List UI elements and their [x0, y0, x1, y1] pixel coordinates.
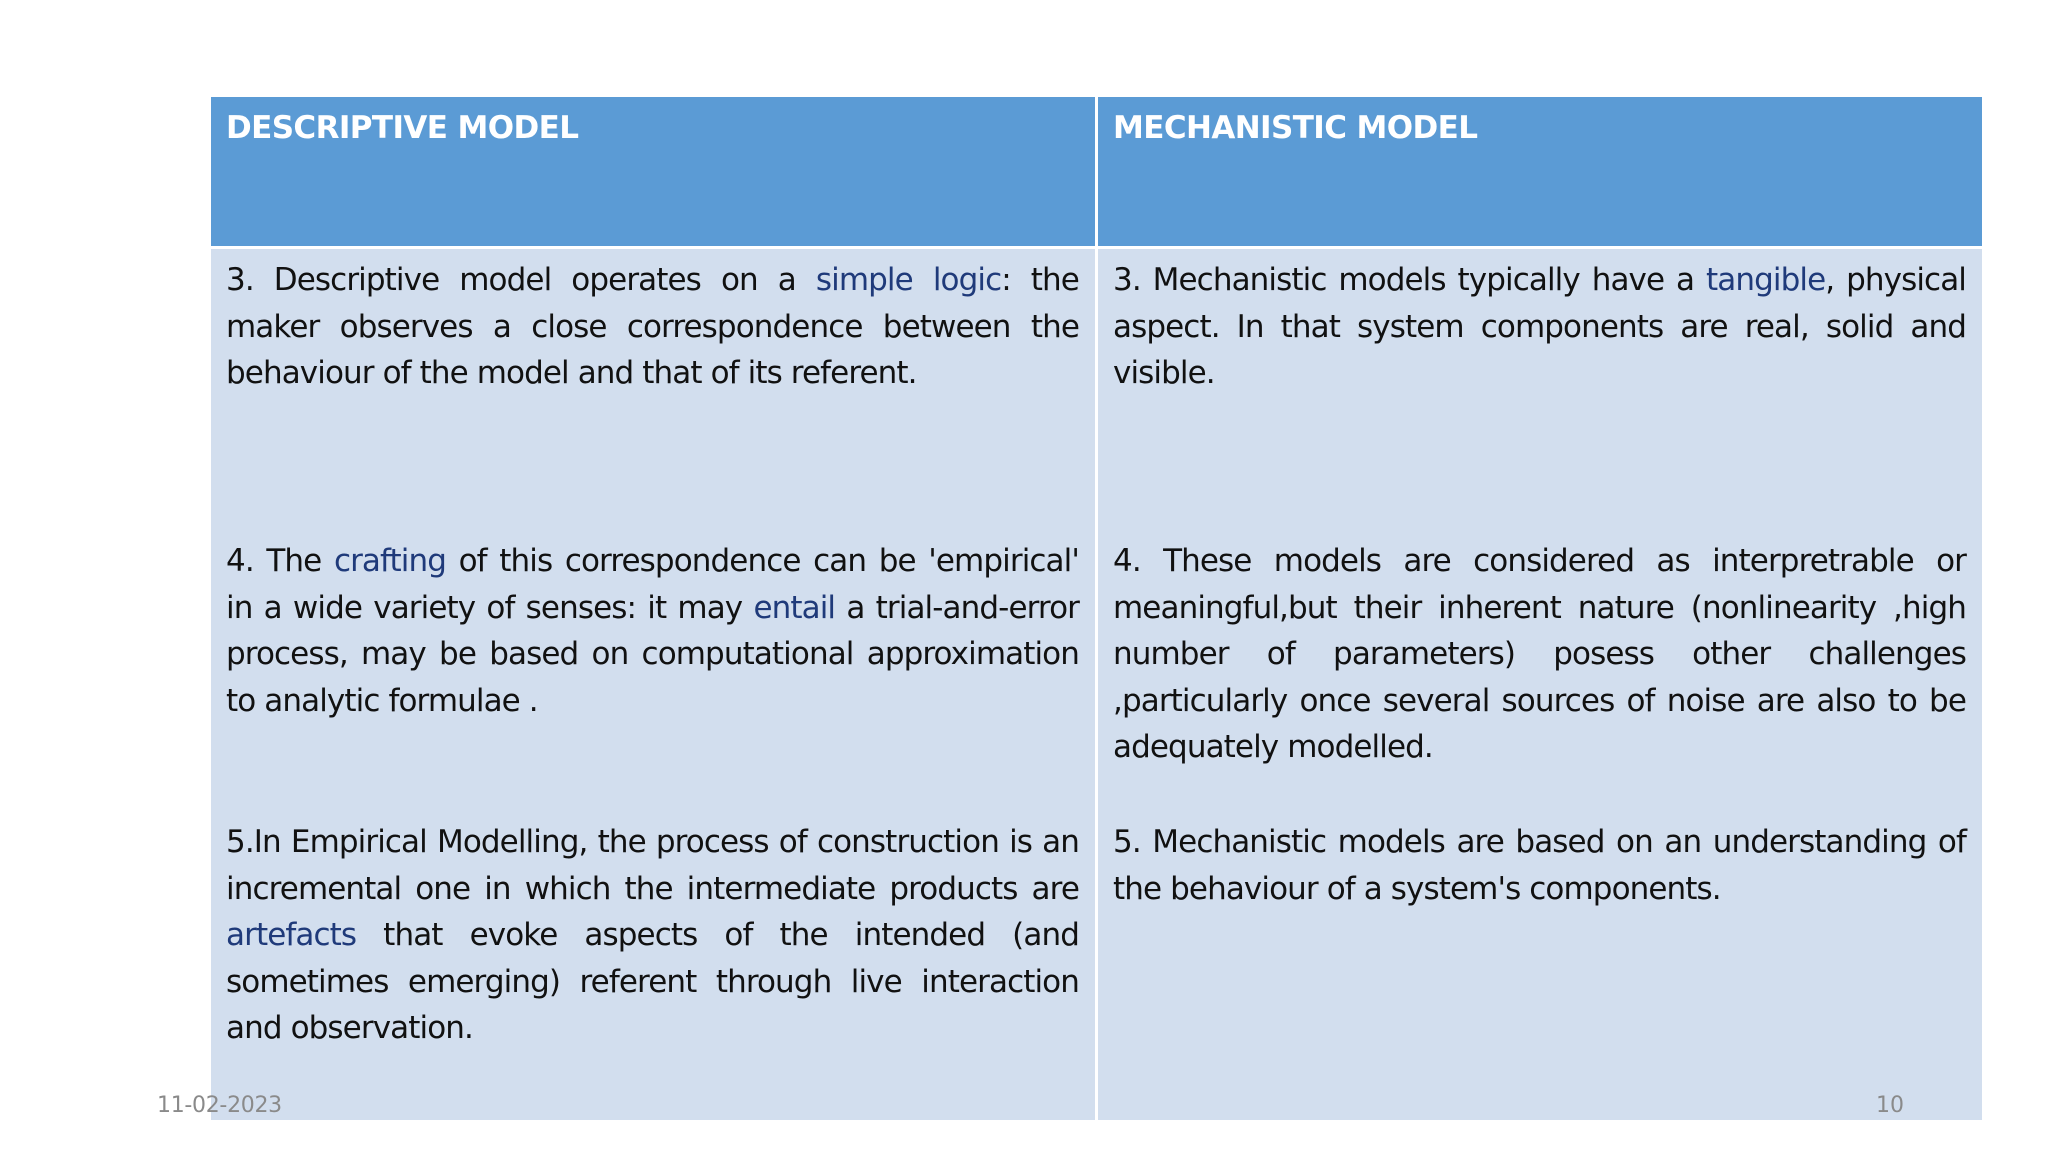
header-descriptive-model: DESCRIPTIVE MODEL	[211, 97, 1095, 246]
text-run: 5.In Empirical Modelling, the process of construction is an incremental one in which the intermediate products are	[226, 824, 1079, 907]
mechanistic-point-4	[1113, 538, 1966, 819]
text-run: 3. Mechanistic models typically have a	[1113, 262, 1707, 298]
highlight-term: crafting	[333, 543, 446, 579]
slide-page-number: 10	[1876, 1093, 1904, 1118]
text-run: , physical aspect. In that system components are real, solid and visible.	[1113, 262, 1966, 391]
text-run: of this correspondence can be 'empirical' in a wide variety of senses: it may	[226, 543, 1079, 626]
highlight-term: entail	[753, 589, 836, 626]
highlight-term: simple logic	[815, 262, 1002, 298]
text-run: 3. Descriptive model operates on a	[226, 262, 816, 298]
highlight-term: tangible	[1706, 262, 1826, 298]
highlight-term: artefacts	[226, 917, 357, 953]
text-run: 4. The	[226, 543, 334, 579]
descriptive-model-cell	[211, 249, 1095, 1120]
descriptive-point-3	[226, 257, 1079, 538]
text-run: 4. These models are considered as interpretrable or meaningful,but their inherent nature (nonlinearity ,high number of parameters) posess other challenges ,particularly once several sources of noise are also to be adequately modelled.	[1113, 543, 1966, 765]
descriptive-point-5	[226, 819, 1079, 1052]
mechanistic-point-5	[1113, 819, 1966, 912]
mechanistic-point-3	[1113, 257, 1966, 538]
text-run: a trial-and-error process, may be based on computational approximation to analytic formulae .	[226, 589, 1079, 719]
header-mechanistic-model: MECHANISTIC MODEL	[1098, 97, 1982, 246]
mechanistic-model-cell	[1098, 249, 1982, 1120]
comparison-table	[211, 97, 1982, 1120]
slide-date: 11-02-2023	[157, 1093, 282, 1118]
descriptive-point-4	[226, 538, 1079, 819]
text-run: 5. Mechanistic models are based on an understanding of the behaviour of a system's components.	[1113, 824, 1966, 907]
text-run: that evoke aspects of the intended (and sometimes emerging) referent through live interaction and observation.	[226, 917, 1079, 1046]
text-run: : the maker observes a close correspondence between the behaviour of the model and that of its referent.	[226, 262, 1079, 391]
